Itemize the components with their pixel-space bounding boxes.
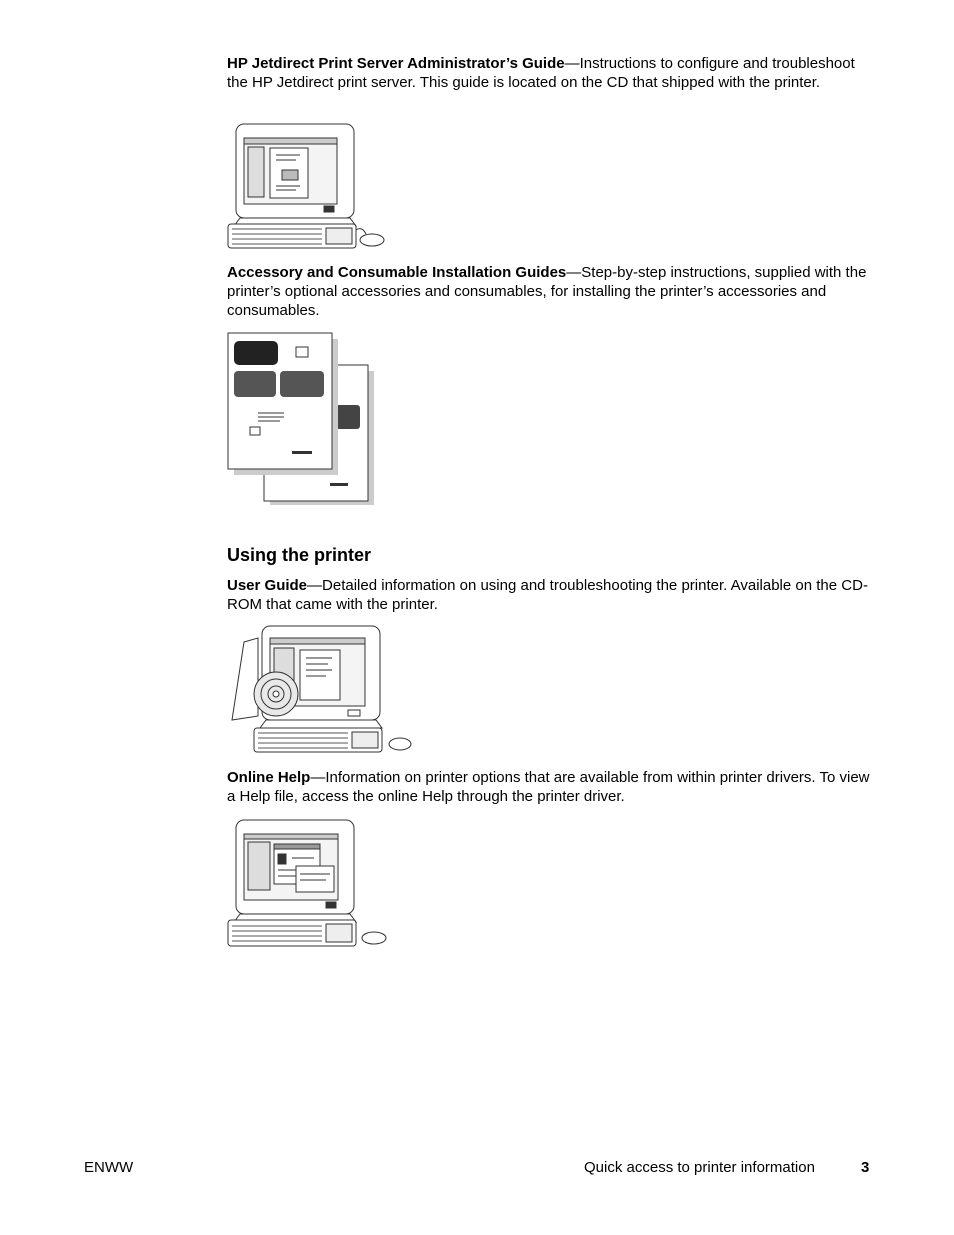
online-help-title: Online Help bbox=[227, 769, 311, 786]
online-help-paragraph bbox=[227, 768, 872, 806]
computer-cd-illustration bbox=[228, 624, 414, 756]
footer-left: ENWW bbox=[84, 1159, 134, 1176]
footer-title: Quick access to printer information bbox=[584, 1159, 815, 1176]
jetdirect-guide-desc: —Instructions to configure and troubleshoot the HP Jetdirect print server. This guide is located on the CD that shipped with the printer. bbox=[227, 55, 855, 91]
install-guides-illustration bbox=[226, 331, 378, 509]
user-guide-paragraph bbox=[227, 576, 872, 614]
page-number: 3 bbox=[861, 1159, 870, 1176]
user-guide-desc: —Detailed information on using and troubleshooting the printer. Available on the CD-ROM that came with the printer. bbox=[227, 577, 868, 613]
jetdirect-guide-title: HP Jetdirect Print Server Administrator’s Guide bbox=[227, 55, 565, 72]
accessory-guides-desc: —Step-by-step instructions, supplied with the printer’s optional accessories and consumables, for installing the printer’s accessories and consumables. bbox=[227, 264, 867, 319]
using-printer-heading: Using the printer bbox=[227, 545, 372, 565]
accessory-guides-paragraph bbox=[227, 263, 872, 320]
computer-illustration-jetdirect bbox=[226, 122, 388, 252]
computer-help-illustration bbox=[226, 818, 390, 950]
accessory-guides-title: Accessory and Consumable Installation Guides bbox=[227, 264, 567, 281]
user-guide-title: User Guide bbox=[227, 577, 308, 594]
jetdirect-guide-paragraph bbox=[227, 54, 872, 92]
online-help-desc: —Information on printer options that are available from within printer drivers. To view a Help file, access the online Help through the printer driver. bbox=[227, 769, 870, 805]
